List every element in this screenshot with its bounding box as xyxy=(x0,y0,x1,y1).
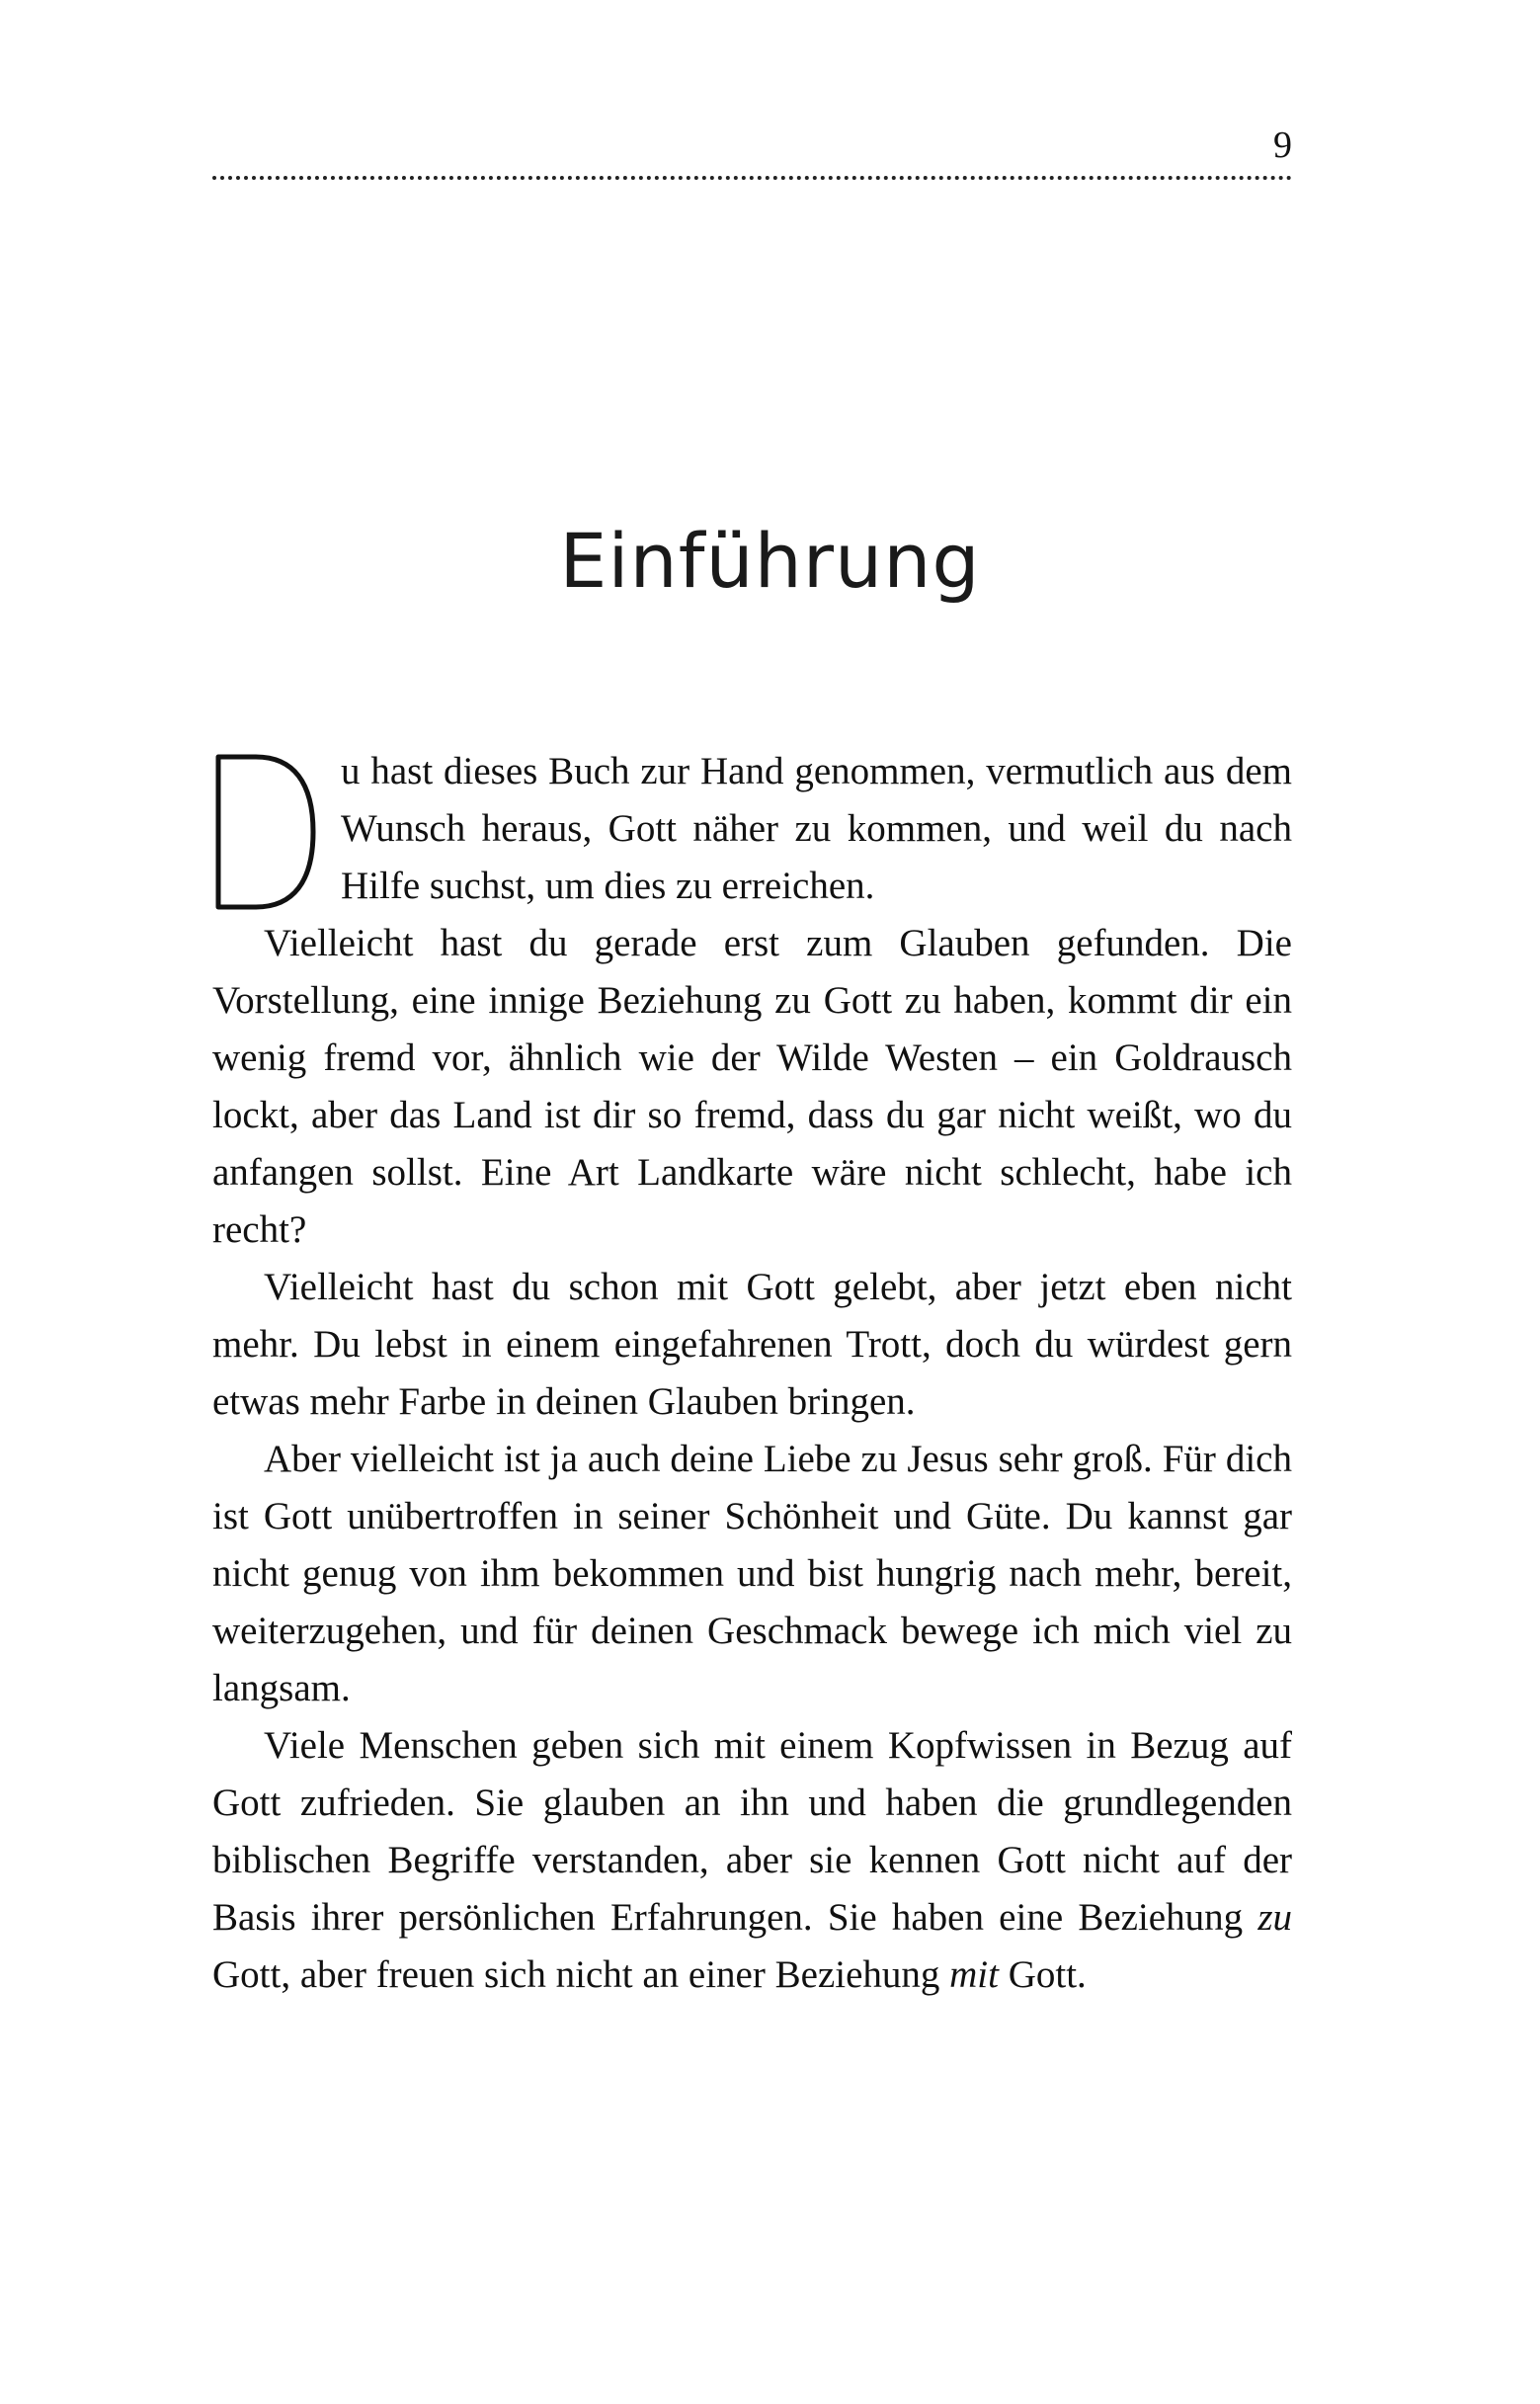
paragraph-5-text-c: Gott. xyxy=(998,1953,1087,1996)
page-number: 9 xyxy=(1273,124,1292,166)
emphasis-mit: mit xyxy=(949,1953,999,1996)
drop-cap xyxy=(212,753,319,911)
paragraph-4: Aber vielleicht ist ja auch deine Liebe zu Jesus sehr groß. Für dich ist Gott unübertroffen in seiner Schönheit und Güte. Du kannst gar nicht genug von ihm bekommen und bist hungrig nach mehr, bereit, weiterzugehen, und für deinen Geschmack bewege ich mich viel zu langsam. xyxy=(212,1438,1292,1709)
paragraph-3: Vielleicht hast du schon mit Gott gelebt, aber jetzt eben nicht mehr. Du lebst in einem eingefahrenen Trott, doch du würdest gern etwas mehr Farbe in deinen Glauben bringen. xyxy=(212,1266,1292,1423)
paragraph-5 xyxy=(212,1717,1292,2004)
chapter-title: Einführung xyxy=(559,517,981,605)
paragraph-2: Vielleicht hast du gerade erst zum Glauben gefunden. Die Vorstellung, eine innige Beziehung zu Gott zu haben, kommt dir ein wenig fremd vor, ähnlich wie der Wilde Westen – ein Goldrausch lockt, aber das Land ist dir so fremd, dass du gar nicht weißt, wo du anfangen sollst. Eine Art Landkarte wäre nicht schlecht, habe ich recht? xyxy=(212,922,1292,1251)
chapter-body xyxy=(212,743,1292,2004)
paragraph-1: u hast dieses Buch zur Hand genommen, vermutlich aus dem Wunsch heraus, Gott näher zu kommen, und weil du nach Hilfe suchst, um dies zu erreichen. xyxy=(341,750,1292,907)
header-dotted-rule xyxy=(212,176,1292,180)
paragraph-5-text-b: Gott, aber freuen sich nicht an einer Beziehung xyxy=(212,1953,950,1996)
emphasis-zu: zu xyxy=(1257,1896,1292,1939)
drop-cap-d-glyph xyxy=(212,753,319,911)
paragraph-5-text-a: Viele Menschen geben sich mit einem Kopfwissen in Bezug auf Gott zufrieden. Sie glauben an ihn und haben die grundlegenden biblischen Begriffe verstanden, aber sie kennen Gott nicht auf der Basis ihrer persönlichen Erfahrungen. Sie haben eine Beziehung xyxy=(212,1724,1292,1939)
